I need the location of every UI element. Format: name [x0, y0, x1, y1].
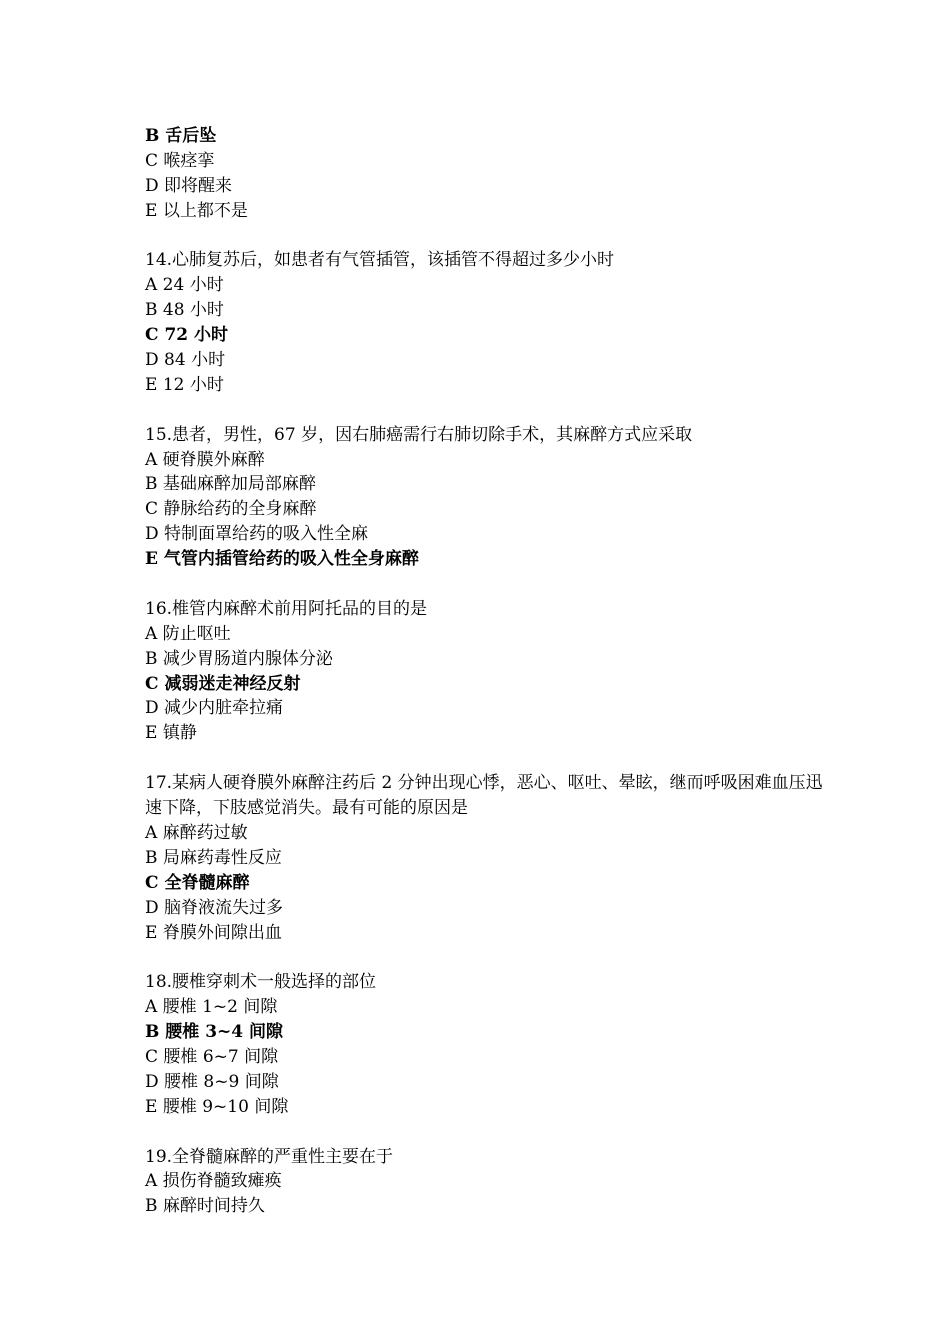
option-correct: C 全脊髓麻醉	[145, 872, 250, 893]
option: B 麻醉时间持久	[145, 1196, 265, 1217]
option: D 脑脊液流失过多	[145, 897, 284, 918]
option-correct: C 减弱迷走神经反射	[145, 673, 301, 694]
option-correct: B 腰椎 3~4 间隙	[145, 1022, 284, 1043]
option: C 腰椎 6~7 间隙	[145, 1046, 279, 1067]
option: B 基础麻醉加局部麻醉	[145, 474, 316, 495]
option-correct: E 气管内插管给药的吸入性全身麻醉	[145, 549, 419, 570]
option: A 防止呕吐	[145, 623, 231, 644]
question-text: 17.某病人硬脊膜外麻醉注药后 2 分钟出现心悸，恶心、呕吐、晕眩，继而呼吸困难血压迅速下降，下肢感觉消失。最有可能的原因是	[145, 773, 823, 819]
option: D 腰椎 8~9 间隙	[145, 1071, 279, 1092]
option: B 减少胃肠道内腺体分泌	[145, 648, 333, 669]
spacer	[145, 746, 825, 771]
question-block	[145, 1145, 825, 1220]
option: C 静脉给药的全身麻醉	[145, 499, 317, 520]
spacer	[145, 1120, 825, 1145]
option-correct: B 舌后坠	[145, 126, 217, 146]
spacer	[145, 945, 825, 970]
option: D 特制面罩给药的吸入性全麻	[145, 524, 369, 545]
option: A 腰椎 1~2 间隙	[145, 997, 278, 1018]
option: C 喉痉挛	[145, 150, 215, 171]
question-block	[145, 423, 825, 572]
option: E 镇静	[145, 723, 197, 744]
question-block	[145, 597, 825, 746]
option: A 麻醉药过敏	[145, 822, 248, 843]
question-text: 16.椎管内麻醉术前用阿托品的目的是	[145, 598, 428, 619]
spacer	[145, 572, 825, 597]
question-block	[145, 771, 825, 945]
option: D 84 小时	[145, 350, 226, 371]
option-correct: C 72 小时	[145, 325, 229, 346]
question-block	[145, 970, 825, 1119]
question-text: 18.腰椎穿刺术一般选择的部位	[145, 972, 377, 993]
spacer	[145, 224, 825, 249]
option: E 腰椎 9~10 间隙	[145, 1096, 289, 1117]
question-text: 19.全脊髓麻醉的严重性主要在于	[145, 1146, 394, 1167]
spacer	[145, 398, 825, 423]
option: D 减少内脏牵拉痛	[145, 698, 284, 719]
document-page	[145, 124, 825, 1219]
option: A 24 小时	[145, 275, 224, 296]
question-text: 14.心肺复苏后，如患者有气管插管，该插管不得超过多少小时	[145, 250, 615, 271]
option: B 48 小时	[145, 300, 224, 321]
question-text: 15.患者，男性，67 岁，因右肺癌需行右肺切除手术，其麻醉方式应采取	[145, 424, 693, 445]
question-block	[145, 124, 825, 224]
option: E 以上都不是	[145, 200, 248, 221]
option: A 损伤脊髓致瘫痪	[145, 1171, 282, 1192]
option: E 12 小时	[145, 374, 224, 395]
option: B 局麻药毒性反应	[145, 847, 282, 868]
option: D 即将醒来	[145, 175, 233, 196]
question-block	[145, 248, 825, 397]
option: E 脊膜外间隙出血	[145, 922, 282, 943]
option: A 硬脊膜外麻醉	[145, 449, 265, 470]
